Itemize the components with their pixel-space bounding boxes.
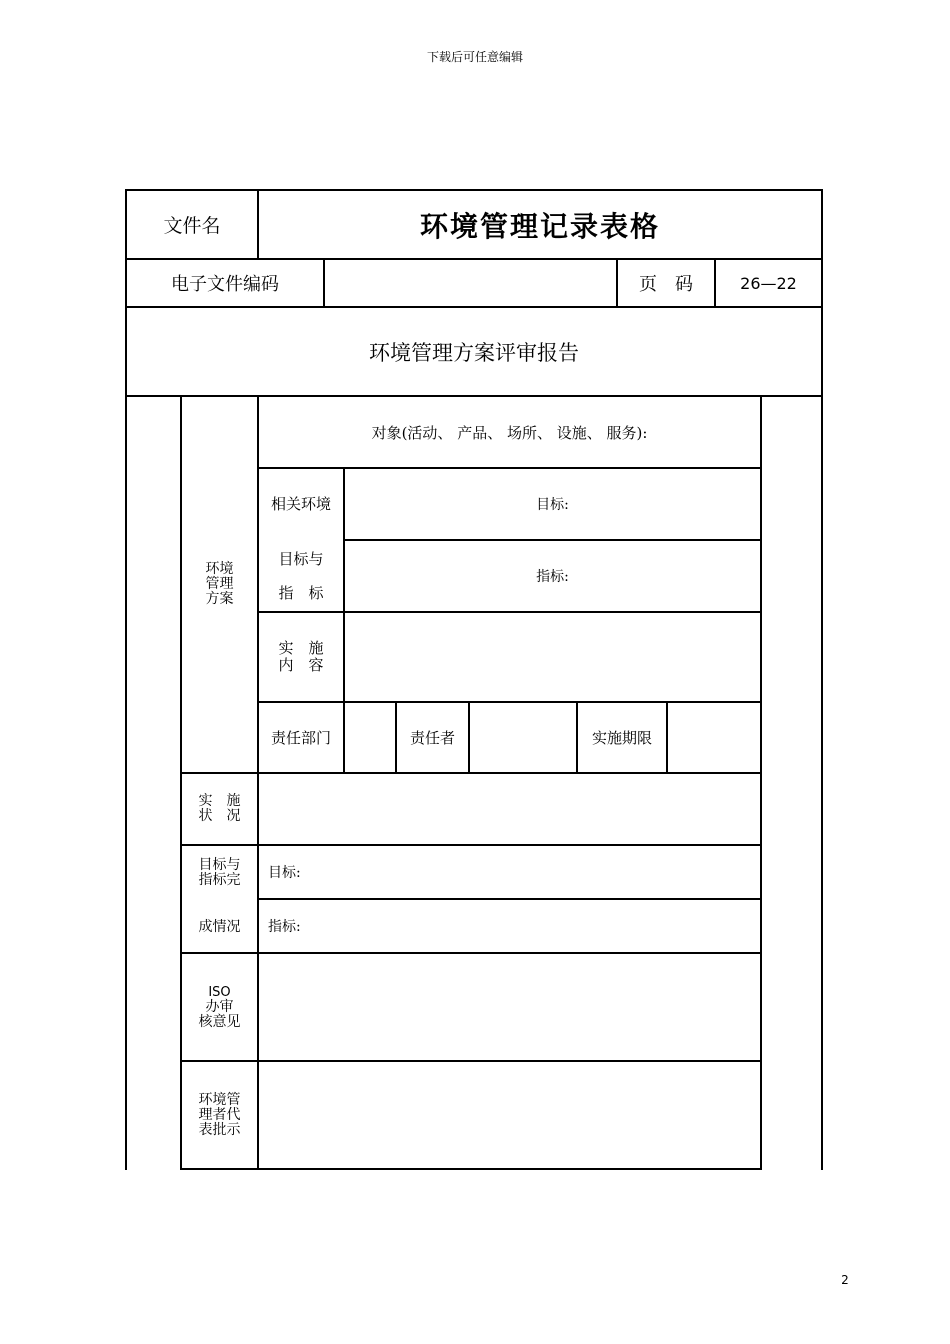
dept-label: 责任部门 — [270, 729, 331, 747]
deadline-label: 实施期限 — [591, 729, 652, 747]
object-label: 对象(活动、 产品、 场所、 设施、 服务): — [371, 423, 648, 442]
iso-label-line-2: 办审 — [205, 998, 234, 1015]
completion-label-line-2: 指标完 — [198, 872, 241, 888]
index-label: 指标: — [536, 569, 569, 585]
related-label-3: 指 标 — [278, 583, 324, 602]
related-label-2: 目标与 — [278, 549, 324, 568]
status-label-line-1: 实 施 — [198, 793, 241, 809]
code-value — [325, 260, 616, 306]
form-title: 环境管理记录表格 — [419, 209, 660, 243]
completion-label-line-1: 目标与 — [198, 857, 241, 873]
completion-label-2: 成情况 — [198, 919, 241, 935]
report-title: 环境管理方案评审报告 — [369, 340, 579, 365]
header-note: 下载后可任意编辑 — [426, 49, 523, 64]
rep-label-line-3: 表批示 — [198, 1121, 241, 1138]
target-label: 目标: — [536, 497, 569, 513]
plan-label — [182, 397, 257, 772]
content-label — [259, 613, 343, 701]
rep-label — [182, 1062, 257, 1168]
plan-label-line-3: 方案 — [205, 591, 234, 607]
completion-index: 指标: — [268, 919, 301, 935]
completion-label — [182, 855, 257, 891]
file-name-label: 文件名 — [163, 215, 221, 237]
content-label-line-2: 内 容 — [278, 656, 324, 674]
iso-label — [182, 954, 257, 1060]
status-label-line-2: 状 况 — [198, 808, 241, 824]
page-value: 26—22 — [740, 273, 797, 293]
page-label: 页 码 — [639, 274, 693, 295]
plan-label-line-1: 环境 — [205, 561, 234, 577]
rep-label-line-1: 环境管 — [198, 1091, 241, 1108]
iso-label-line-1: ISO — [208, 984, 231, 1000]
content-label-line-1: 实 施 — [278, 639, 324, 657]
status-label — [182, 774, 257, 844]
plan-label-line-2: 管理 — [205, 576, 234, 592]
person-label: 责任者 — [409, 729, 455, 747]
iso-label-line-3: 核意见 — [198, 1013, 241, 1030]
code-label: 电子文件编码 — [171, 274, 279, 295]
completion-target: 目标: — [268, 865, 301, 881]
page-number: 2 — [841, 1273, 849, 1287]
related-label-1: 相关环境 — [270, 494, 331, 513]
rep-label-line-2: 理者代 — [198, 1106, 241, 1123]
